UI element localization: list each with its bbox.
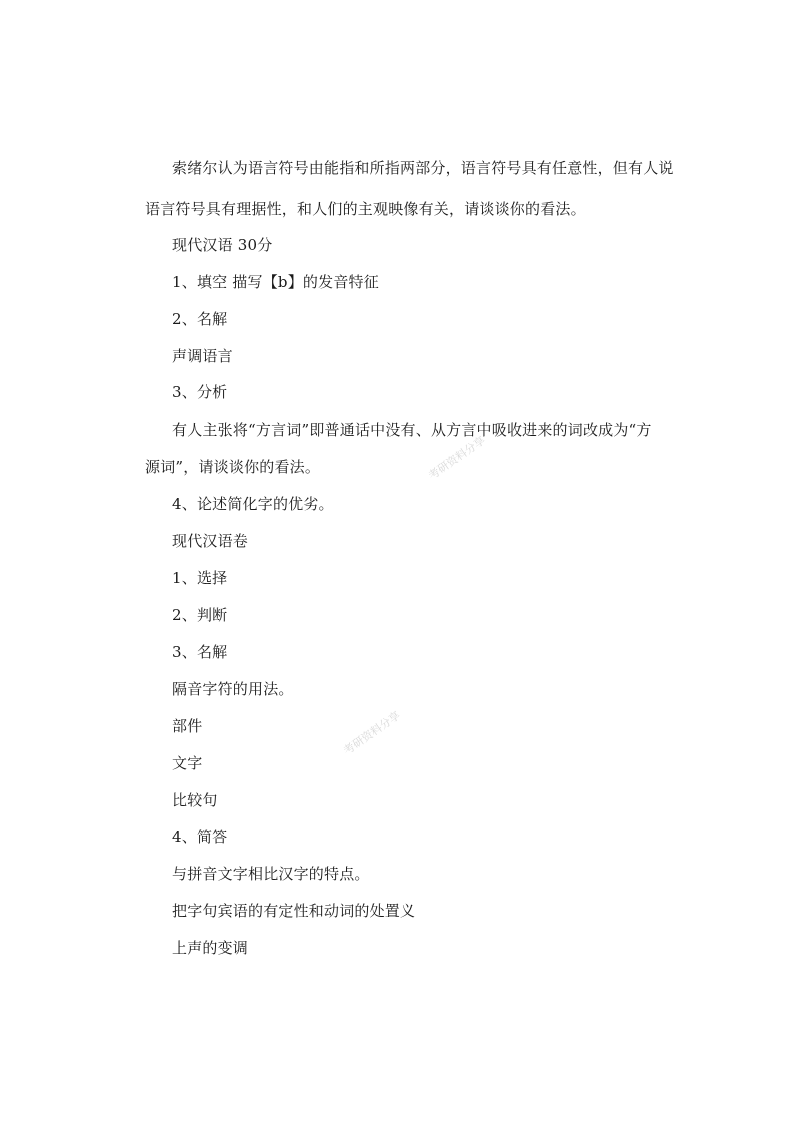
question-item: 3、分析 [172, 383, 228, 401]
term-item: 隔音字符的用法。 [172, 680, 294, 698]
term-item: 部件 [172, 717, 203, 735]
term-item: 上声的变调 [172, 939, 249, 957]
question-item: 4、简答 [172, 828, 228, 846]
term-item: 把字句宾语的有定性和动词的处置义 [172, 902, 416, 920]
term-item: 声调语言 [172, 347, 233, 365]
term-item: 文字 [172, 754, 203, 772]
question-item: 2、判断 [172, 606, 228, 624]
term-item: 比较句 [172, 791, 218, 809]
question-item: 1、填空 描写【b】的发音特征 [172, 273, 379, 291]
paragraph-line: 语言符号具有理据性，和人们的主观映像有关，请谈谈你的看法。 [145, 200, 586, 218]
question-item: 2、名解 [172, 310, 228, 328]
question-item: 3、名解 [172, 643, 228, 661]
term-item: 与拼音文字相比汉字的特点。 [172, 865, 370, 883]
question-item: 1、选择 [172, 569, 228, 587]
section-heading: 现代汉语 30分 [172, 236, 273, 254]
watermark-text: 考研资料分享 [426, 433, 488, 483]
paragraph-line: 索绪尔认为语言符号由能指和所指两部分，语言符号具有任意性，但有人说 [172, 159, 674, 177]
paragraph-line: 有人主张将“方言词”即普通话中没有、从方言中吸收进来的词改成为“方 [172, 421, 652, 439]
section-heading: 现代汉语卷 [172, 532, 249, 550]
question-item: 4、论述简化字的优劣。 [172, 495, 334, 513]
paragraph-line: 源词”，请谈谈你的看法。 [145, 458, 321, 476]
watermark-text: 考研资料分享 [341, 708, 403, 758]
